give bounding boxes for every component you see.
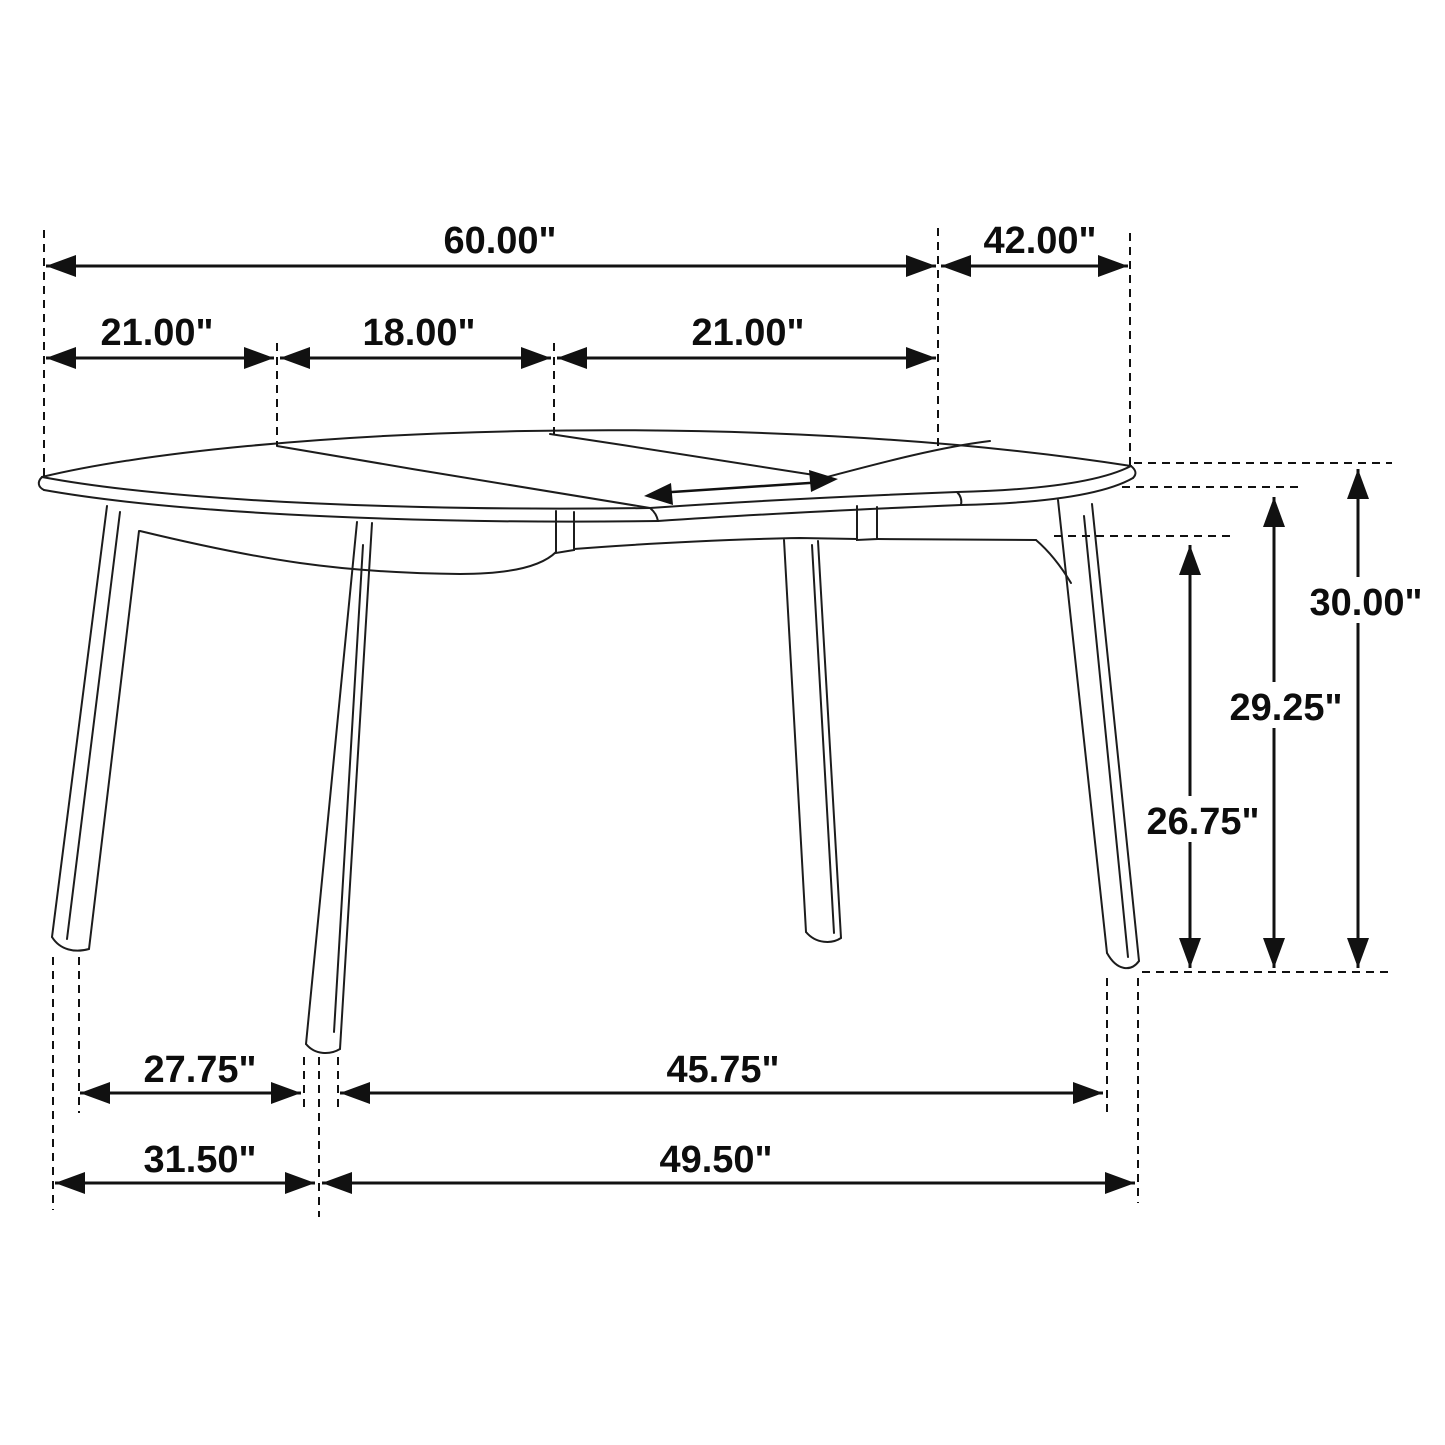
apron-bottom-right: [877, 539, 1036, 540]
seam-middle: [550, 434, 827, 477]
arrowhead-left-icon: [46, 255, 76, 277]
tabletop-front-edge-right: [957, 466, 1131, 492]
dimension-span-front-right: [340, 1049, 1103, 1104]
arrowhead-left-icon: [46, 347, 76, 369]
arrowhead-right-icon: [906, 347, 936, 369]
arrowhead-right-icon: [285, 1172, 315, 1194]
dim-label-width-overall: 60.00": [443, 220, 557, 262]
leg-foot: [806, 932, 841, 942]
leg-edge: [340, 523, 372, 1049]
table-leg-front-left: [306, 522, 372, 1053]
dimension-width-overall: [46, 220, 936, 277]
leg-foot: [1107, 953, 1139, 968]
tabletop-left-tip: [39, 477, 44, 490]
dim-label-section-middle: 18.00": [362, 312, 476, 354]
arrowhead-right-icon: [1073, 1082, 1103, 1104]
seam-left: [277, 446, 650, 508]
dimension-span-base-left: [55, 1139, 315, 1194]
leg-foot: [306, 1044, 340, 1053]
extension-arrowhead-left-icon: [644, 483, 673, 505]
arrowhead-up-icon: [1179, 545, 1201, 575]
dim-label-height-underside: 29.25": [1229, 687, 1343, 729]
extension-arrowhead-right-icon: [809, 470, 838, 492]
arrowhead-left-icon: [80, 1082, 110, 1104]
arrowhead-left-icon: [55, 1172, 85, 1194]
leaf-underside: [658, 505, 961, 521]
table-leg-front-right: [1058, 500, 1139, 968]
dim-label-span-base-left: 31.50": [143, 1139, 257, 1181]
edge-seam-notch-left: [650, 508, 658, 521]
edge-seam-notch-right: [957, 492, 961, 505]
arrowhead-left-icon: [322, 1172, 352, 1194]
leaf-front-edge: [650, 492, 957, 508]
arrowhead-right-icon: [271, 1082, 301, 1104]
dimension-height-underside: [1219, 497, 1353, 968]
arrowhead-right-icon: [1105, 1172, 1135, 1194]
leg-detail-line: [67, 512, 120, 939]
leg-detail-line: [812, 545, 834, 933]
dim-label-span-front-right: 45.75": [666, 1049, 780, 1091]
arrowhead-up-icon: [1263, 497, 1285, 527]
dimension-section-left: [46, 312, 274, 369]
arrowhead-right-icon: [521, 347, 551, 369]
arrowhead-left-icon: [941, 255, 971, 277]
leaf-support-block-right: [857, 506, 877, 540]
dim-label-section-right: 21.00": [691, 312, 805, 354]
dim-label-depth: 42.00": [983, 220, 1097, 262]
table-apron: [140, 506, 1071, 583]
leaf-support-block-left: [556, 511, 574, 553]
apron-bottom-left: [140, 531, 556, 574]
leg-foot: [52, 937, 89, 951]
arrowhead-left-icon: [280, 347, 310, 369]
arrowhead-left-icon: [557, 347, 587, 369]
leaf-seams: [277, 434, 990, 508]
table-leg-back-right: [784, 540, 841, 942]
tabletop-right-tip: [1131, 466, 1135, 478]
leg-edge: [1058, 500, 1107, 953]
arrowhead-right-icon: [244, 347, 274, 369]
arrowhead-up-icon: [1347, 469, 1369, 499]
leg-detail-line: [1084, 516, 1128, 957]
table-drawing: [39, 430, 1139, 1053]
leg-edge: [818, 541, 841, 938]
dimensions: [46, 220, 1433, 1194]
dim-label-height-overall: 30.00": [1309, 582, 1423, 624]
apron-bottom-middle: [574, 538, 857, 549]
dim-label-span-base-right: 49.50": [659, 1139, 773, 1181]
dimension-span-base-right: [322, 1139, 1135, 1194]
tabletop-back-edge: [42, 430, 1131, 477]
dimension-depth: [941, 220, 1128, 277]
dim-label-height-apron: 26.75": [1146, 801, 1260, 843]
dim-label-section-left: 21.00": [100, 312, 214, 354]
dim-label-span-front-left: 27.75": [143, 1049, 257, 1091]
dimension-height-apron: [1136, 545, 1270, 968]
leg-edge: [784, 540, 806, 932]
arrowhead-down-icon: [1347, 938, 1369, 968]
extension-arrow-shaft: [657, 482, 824, 493]
arrowhead-right-icon: [1098, 255, 1128, 277]
table-leg-back-left: [52, 506, 139, 951]
arrowhead-left-icon: [340, 1082, 370, 1104]
dimension-span-front-left: [80, 1049, 301, 1104]
arrowhead-right-icon: [906, 255, 936, 277]
dimension-section-right: [557, 312, 936, 369]
arrowhead-down-icon: [1263, 938, 1285, 968]
leg-edge: [1092, 504, 1139, 961]
extension-arrow-icon: [644, 470, 838, 505]
dimension-section-middle: [280, 312, 551, 369]
arrowhead-down-icon: [1179, 938, 1201, 968]
